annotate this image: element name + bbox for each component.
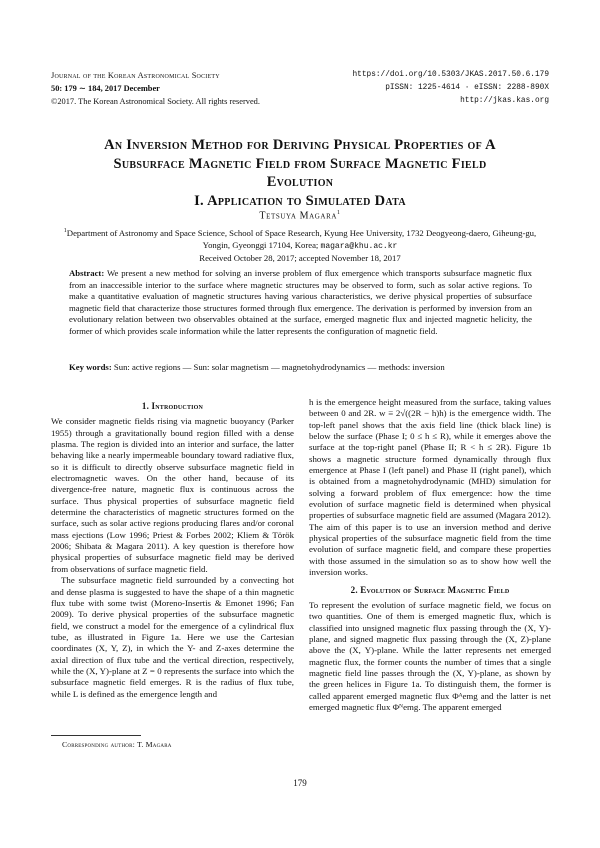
journal-url[interactable]: http://jkas.kas.org (460, 97, 549, 105)
author-email[interactable]: magara@khu.ac.kr (320, 241, 398, 251)
paper-title (40, 136, 560, 210)
evolution-paragraph-1: To represent the evolution of surface magnetic field, we focus on two quantities. One of them is emerged magnetic flux, which is classified into unsigned magnetic flux passing through the (X, Y)-plane, and signed magnetic flux passing through the (X, Z)-plane above the (X, Y)-plane. While the latter represents net emerged magnetic flux, the former counts the number of times that a single magnetic field line passes through the (X, Y)-plane, as shown by the green helices in Figure 1a. To distinguish them, the former is called apparent emerged magnetic flux Φᴬemg and the latter is net emerged magnetic flux Φᴺemg. The apparent emerged (309, 599, 551, 712)
keywords-label: Key words: (69, 362, 112, 372)
section-heading-evolution: 2. Evolution of Surface Magnetic Field (350, 584, 510, 595)
received-dates: Received October 28, 2017; accepted November 18, 2017 (199, 253, 401, 263)
author: Tetsuya Magara$^1$ (259, 210, 341, 222)
journal-header-left (51, 69, 260, 108)
title-line-1: An Inversion Method for Deriving Physical Properties of A (104, 137, 496, 153)
abstract (69, 268, 532, 338)
journal-copyright: ©2017. The Korean Astronomical Society. All rights reserved. (51, 97, 260, 106)
affiliation-text: Department of Astronomy and Space Science, School of Space Research, Kyung Hee University, 1732 Deogyeong-daero, Giheung-gu, Yongin, Gyeonggi 17104, Korea; (66, 227, 537, 250)
journal-issue: 50: 179 ∼ 184, 2017 December (51, 84, 160, 93)
doi-link[interactable]: https://doi.org/10.5303/JKAS.2017.50.6.179 (352, 71, 549, 79)
page-number: 179 (293, 778, 307, 788)
journal-header-right (352, 69, 549, 108)
left-column (51, 397, 294, 700)
affiliation: $^1$Department of Astronomy and Space Science, School of Space Research, Kyung Hee University, 1732 Deogyeong-daero, Giheung-gu, Yongin, Gyeonggi 17104, Korea; magara@khu.ac.kr (63, 227, 537, 251)
intro-paragraph-1: We consider magnetic fields rising via magnetic buoyancy (Parker 1955) through a gravitationally bound region filled with a dense plasma. The region is divided into an interior and surface, the latter behaving like a nearly impermeable boundary toward radiative flux, so it is difficult to directly observe subsurface magnetic field in electromagnetic waves. On the other hand, because of its divergence-free nature, magnetic flux is continuous across the surface. Thus physical properties of subsurface magnetic field determine the characteristics of magnetic structures formed on the surface, such as solar active regions producing flares and/or coronal mass ejections (Low 1996; Priest & Forbes 2002; Kliem & Török 2006; Shibata & Magara 2011). A key question is therefore how physical properties of subsurface magnetic field may be derived from observations of surface magnetic field. (51, 416, 294, 574)
intro-paragraph-3: h is the emergence height measured from the surface, taking values between 0 and 2R. w ≡ 2√((2R − h)h) is the emergence width. The top-left panel shows that the axis field line (thick black line) is below the surface (Phase I; 0 ≤ h ≤ R), while it emerges above the surface at the top-right panel (Phase II; R < h ≤ 2R). Figure 1b shows a magnetic structure formed dynamically through flux emergence at Phase I (left panel) and Phase II (right panel), which is obtained from a magnetohydrodynamic (MHD) simulation for solving a forward problem of flux emergence: how the time evolution of surface magnetic field is determined when physical properties of subsurface magnetic field are assumed (Magara 2012). The aim of this paper is to use an inversion method and derive physical properties of the subsurface magnetic field from the time evolution of surface magnetic field, and compare these properties with those assumed in the simulation so as to show how well the inversion works. (309, 397, 551, 578)
keywords (69, 362, 532, 374)
title-line-3: Evolution (266, 174, 334, 190)
abstract-text: We present a new method for solving an inverse problem of flux emergence which transports subsurface magnetic flux from an inaccessible interior to the surface where magnetic structures may be observed to form, such as solar active regions. To make a quantitative evaluation of magnetic structures having various characteristics, we derive physical properties of subsurface magnetic field that characterize those structures formed through flux emergence. The derivation is performed by inversion from an evolutionary relation between two observables obtained at the surface, emerged magnetic flux and injected magnetic helicity, the former of which provides scale information while the latter represents the configuration of magnetic field. (69, 268, 532, 336)
footnote-rule (51, 735, 141, 736)
issn: pISSN: 1225-4614 · eISSN: 2288-890X (385, 84, 549, 92)
right-column (309, 397, 551, 713)
section-heading-introduction: 1. Introduction (141, 401, 204, 411)
title-line-2: Subsurface Magnetic Field from Surface Magnetic Field (113, 155, 487, 172)
abstract-label: Abstract: (69, 268, 105, 278)
intro-paragraph-2: The subsurface magnetic field surrounded by a convecting hot and dense plasma is suggested to have the shape of a thin magnetic flux tube with some twist (Moreno-Insertis & Emonet 1996; Fan 2009). To derive physical properties of the subsurface magnetic field, we construct a model for the emergence of a cylindrical flux tube, as illustrated in Figure 1a. Here we use the Cartesian coordinates (X, Y, Z), in which the Y- and Z-axes determine the axial direction of flux tube and the vertical direction, respectively, while the (X, Y)-plane at Z = 0 represents the surface into which the subsurface magnetic field emerges. R is the radius of flux tube, while L is defined as the emergence length and (51, 575, 294, 699)
title-line-4: I. Application to Simulated Data (194, 192, 406, 209)
author-name: Tetsuya Magara (259, 210, 337, 222)
keywords-text: Sun: active regions — Sun: solar magnetism — magnetohydrodynamics — methods: inversion (113, 362, 445, 372)
corresponding-author: Corresponding author: T. Magara (62, 740, 172, 749)
journal-name: Journal of the Korean Astronomical Society (51, 71, 220, 80)
